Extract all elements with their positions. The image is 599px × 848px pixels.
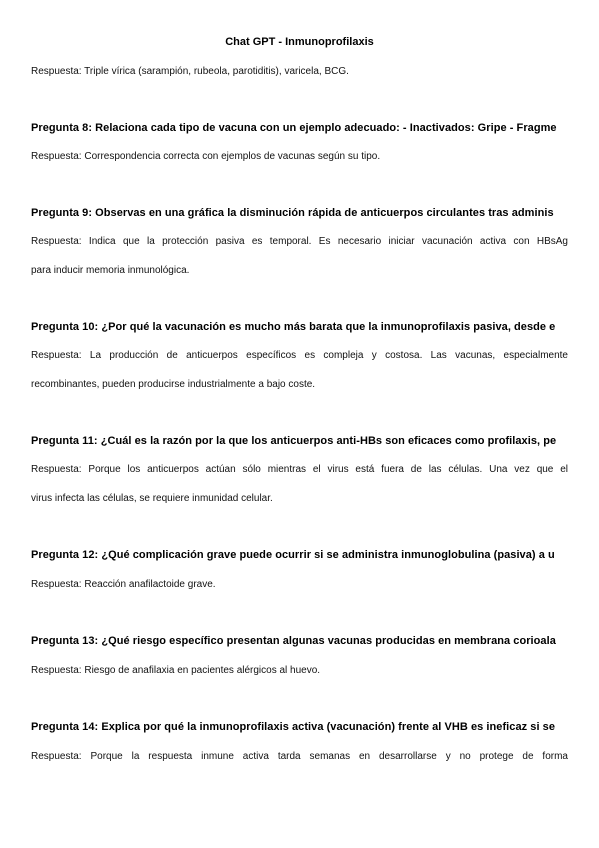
question-12: Pregunta 12: ¿Qué complicación grave puede ocurrir si se administra inmunoglobulina (pasiva) a u <box>31 549 555 561</box>
answer-9-line-1: Respuesta: Indica que la protección pasiva es temporal. Es necesario iniciar vacunación activa con HBsAg <box>31 236 568 247</box>
answer-14-line-1: Respuesta: Porque la respuesta inmune activa tarda semanas en desarrollarse y no protege de forma <box>31 751 568 762</box>
answer-12-line-1: Respuesta: Reacción anafilactoide grave. <box>31 579 216 590</box>
question-14: Pregunta 14: Explica por qué la inmunoprofilaxis activa (vacunación) frente al VHB es ineficaz si se <box>31 721 555 733</box>
question-8: Pregunta 8: Relaciona cada tipo de vacuna con un ejemplo adecuado: - Inactivados: Gripe - Fragme <box>31 122 557 134</box>
question-9: Pregunta 9: Observas en una gráfica la disminución rápida de anticuerpos circulantes tras adminis <box>31 207 554 219</box>
answer-11-line-2: virus infecta las células, se requiere inmunidad celular. <box>31 493 273 504</box>
answer-13-line-1: Respuesta: Riesgo de anafilaxia en pacientes alérgicos al huevo. <box>31 665 321 676</box>
answer-11-line-1: Respuesta: Porque los anticuerpos actúan sólo mientras el virus está fuera de las células. Una vez que el <box>31 464 568 475</box>
question-13: Pregunta 13: ¿Qué riesgo específico presentan algunas vacunas producidas en membrana corioala <box>31 635 556 647</box>
answer-10-line-2: recombinantes, pueden producirse industrialmente a bajo coste. <box>31 379 316 390</box>
answer-8-line-1: Respuesta: Correspondencia correcta con ejemplos de vacunas según su tipo. <box>31 151 381 162</box>
question-11: Pregunta 11: ¿Cuál es la razón por la que los anticuerpos anti-HBs son eficaces como profilaxis, pe <box>31 435 557 447</box>
answer-9-line-2: para inducir memoria inmunológica. <box>31 265 190 276</box>
answer-intro: Respuesta: Triple vírica (sarampión, rubeola, parotiditis), varicela, BCG. <box>31 66 349 77</box>
document-title: Chat GPT - Inmunoprofilaxis <box>225 36 374 48</box>
answer-10-line-1: Respuesta: La producción de anticuerpos específicos es compleja y costosa. Las vacunas, especialmente <box>31 350 568 361</box>
question-10: Pregunta 10: ¿Por qué la vacunación es mucho más barata que la inmunoprofilaxis pasiva, desde e <box>31 321 556 333</box>
